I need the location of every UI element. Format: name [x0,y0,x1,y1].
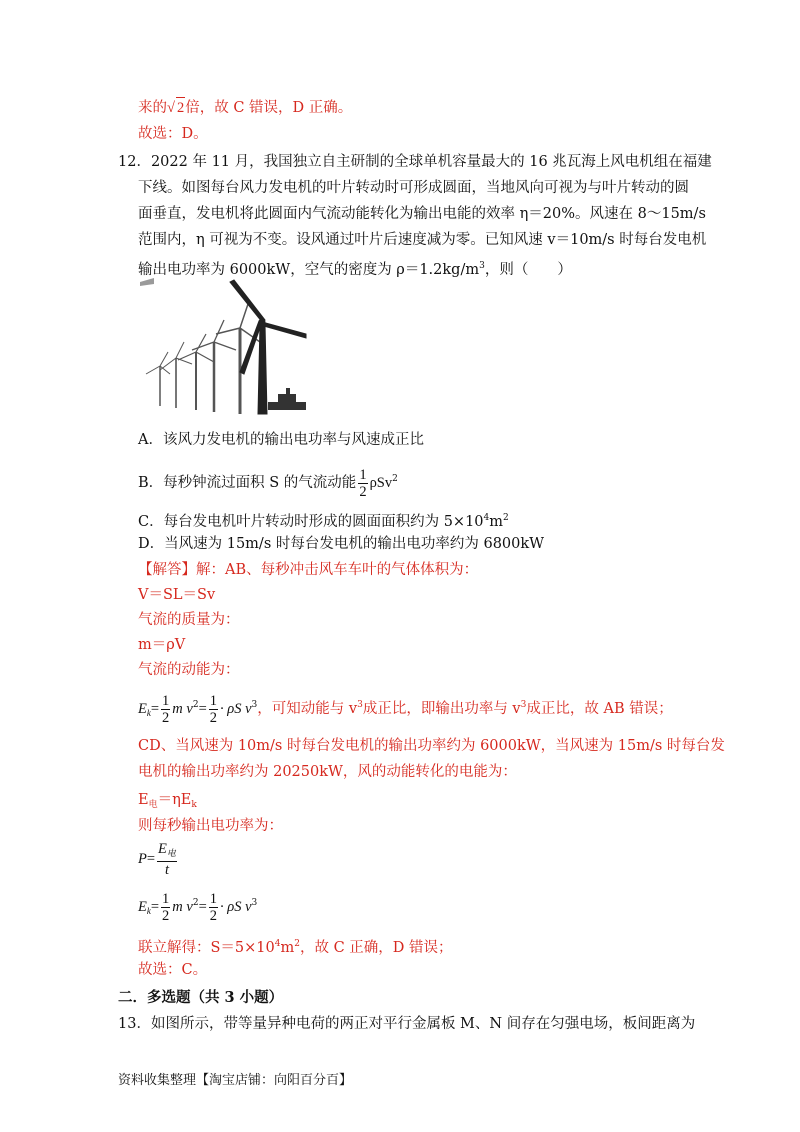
ek1-eq2: = [198,701,207,717]
prev-choice: 故选：D。 [138,126,208,142]
ek2-frac2-num: 1 [209,890,218,907]
ek1-mv: m v [172,701,193,717]
p-num-e: E [158,840,167,857]
solve-sup2: 2 [294,939,300,949]
option-b-sup: 2 [392,474,398,484]
ek2-eq1: = [150,899,160,915]
ek2-sq: 2 [192,898,199,908]
option-c-text: C．每台发电机叶片转动时形成的圆面面积约为 5×10 [138,514,484,530]
option-c-unit: m [489,514,504,530]
prev-text-a: 来的 [138,100,167,116]
option-b [138,462,398,500]
ek2-frac1 [161,891,170,924]
cd-line-1: CD、当风速为 10m/s 时每台发电机的输出功率约为 6000kW，当风速为 15m/s 时每台发 [138,738,725,754]
ek1-sq: 2 [192,700,199,710]
option-c-sup2: 2 [503,513,509,523]
ek2-frac1-den: 2 [162,907,170,924]
q12-line-5-b: ，则（ ） [484,262,572,278]
e-elec-b: ＝ηE [157,792,192,808]
p-frac-den: t [164,861,169,878]
power-label: 则每秒输出电功率为： [138,818,283,834]
ek2-rest: · ρS v [220,899,252,915]
solution-tag: 【解答】 [138,562,196,578]
q12-line-5 [138,256,572,280]
option-c-sup: 4 [483,513,490,523]
ek2-e: E [138,899,147,915]
ek2-mv: m v [172,899,193,915]
ek1-comment [257,701,672,717]
mass-formula: m＝ρV [138,637,186,653]
q12-line-1: 12．2022 年 11 月，我国独立自主研制的全球单机容量最大的 16 兆瓦海上风电机组在福建 [118,154,712,170]
q12-line-5-sup: 3 [479,261,485,271]
p-frac-num [157,841,177,862]
wind-turbine-figure [140,278,308,418]
ek2-frac1-num: 1 [162,890,170,907]
p-eq: = [146,851,156,867]
ek1-frac1-den: 2 [162,709,170,726]
solve-b: m [280,940,295,956]
ek1-frac2-den: 2 [209,709,218,726]
prev-text-b: 倍，故 C 错误，D 正确。 [185,100,353,116]
kinetic-energy-label: 气流的动能为： [138,662,240,678]
section-heading: 二．多选题（共 3 小题） [118,989,284,1006]
ek2-sub: k [146,906,151,916]
ek1-comment-b: 成正比，即输出功率与 v [362,701,521,717]
ek1-rest: · ρS v [220,701,252,717]
ek2-frac2-den: 2 [209,907,218,924]
option-d: D．当风速为 15m/s 时每台发电机的输出电功率约为 6800kW [138,536,545,552]
sqrt-radicand: 2 [176,97,185,118]
e-elec-k: k [191,800,197,810]
ek1-comment-c: 成正比，故 AB 错误； [526,701,673,717]
q12-line-2: 下线。如图每台风力发电机的叶片转动时可形成圆面，当地风向可视为与叶片转动的圆 [138,180,689,196]
p-symbol: P [138,851,147,867]
ek1-comment-sup-b: 3 [520,700,527,710]
solve-a: 联立解得：S＝5×10 [138,940,275,956]
kinetic-energy-formula-1 [138,688,673,730]
e-elec-sub: 电 [148,800,158,810]
cd-line-2: 电机的输出功率约为 20250kW，风的动能转化的电能为： [138,764,517,780]
solution-first-line: 解：AB、每秒冲击风车车叶的气体体积为： [196,562,479,578]
option-a: A．该风力发电机的输出电功率与风速成正比 [138,432,424,448]
electric-energy-formula [138,790,197,815]
ek1-eq1: = [150,701,160,717]
e-elec-a: E [138,792,149,808]
q13-line-1: 13．如图所示，带等量异种电荷的两正对平行金属板 M、N 间存在匀强电场，板间距离为 [118,1016,696,1032]
option-b-expr: ρSv [369,475,393,491]
solution-intro [138,560,478,580]
power-formula [138,840,179,878]
ek1-comment-a: ，可知动能与 v [257,701,358,717]
footer-text: 资料收集整理【淘宝店铺：向阳百分百】 [118,1073,353,1088]
p-num-sub: 电 [166,847,176,858]
option-b-num: 1 [359,466,367,483]
solve-sup: 4 [274,939,281,949]
ek1-frac1-num: 1 [162,692,170,709]
ek2-cube: 3 [251,898,258,908]
ek1-frac2 [209,693,218,726]
solution-answer: 故选：C。 [138,962,208,978]
volume-formula: V＝SL＝Sv [138,587,216,603]
ek1-cube: 3 [251,700,258,710]
ek1-frac2-num: 1 [209,692,218,709]
prev-answer-line [138,97,352,118]
q12-line-4: 范围内，η 可视为不变。设风通过叶片后速度减为零。已知风速 v＝10m/s 时每台发电机 [138,232,707,248]
option-b-fraction [358,467,367,500]
mass-label: 气流的质量为： [138,612,240,628]
sqrt-symbol: √ [167,100,175,116]
ek2-eq2: = [198,899,207,915]
ek1-sub: k [146,708,151,718]
p-frac [157,841,177,878]
option-b-den: 2 [359,483,367,500]
ek1-comment-sup-a: 3 [357,700,363,710]
kinetic-energy-formula-2 [138,886,257,928]
option-c [138,508,509,532]
ek1-frac1 [161,693,170,726]
ek1-e: E [138,701,147,717]
solve-line [138,934,453,958]
q12-line-5-a: 输出电功率为 6000kW，空气的密度为 ρ＝1.2kg/m [138,262,480,278]
q12-line-3: 面垂直，发电机将此圆面内气流动能转化为输出电能的效率 η＝20%。风速在 8～15m/s [138,206,706,222]
ek2-frac2 [209,891,218,924]
solve-c: ，故 C 正确，D 错误； [299,940,453,956]
option-b-text: B．每秒钟流过面积 S 的气流动能 [138,475,357,491]
